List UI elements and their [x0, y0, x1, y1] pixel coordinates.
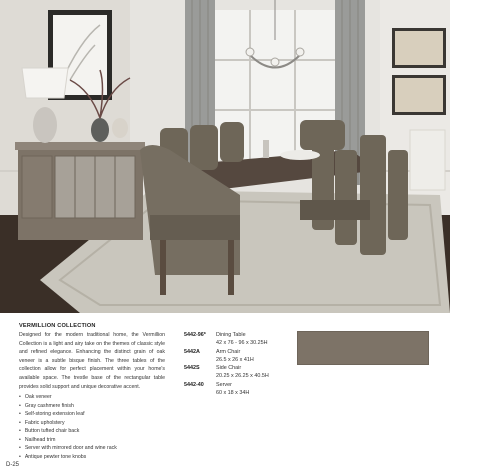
feature-item: • Antique pewter tone knobs: [19, 453, 117, 462]
spec-dimensions: 60 x 18 x 34H: [216, 390, 250, 397]
page-number: D-25: [6, 462, 20, 468]
collection-description: Designed for the modern traditional home, the Vermillion Collection is a light and airy take on the themes of classic style and refined elegance. Enhancing the distinct grain of oak veneer is a subtle bisque finish. The three tables of the collection allow for perfect placement within your home's available space. The trestle base of the rectangular table provides solid support and unique decorative accent.: [19, 332, 165, 390]
feature-item: • Fabric upholstery: [19, 419, 117, 428]
spec-row: [184, 381, 269, 398]
spec-name: Server: [216, 381, 232, 388]
spec-code: 5442S: [184, 365, 200, 372]
spec-list: [184, 331, 269, 397]
collection-title: VERMILLION COLLECTION: [19, 323, 96, 329]
finish-swatch: [297, 331, 429, 365]
spec-dimensions: 42 x 76 - 96 x 30.25H: [216, 340, 268, 347]
feature-item: • Nailhead trim: [19, 436, 117, 445]
spec-name: Side Chair: [216, 365, 242, 372]
feature-list: [19, 393, 117, 461]
feature-item: • Self-storing extension leaf: [19, 410, 117, 419]
feature-item: • Gray cashmere finish: [19, 402, 117, 411]
feature-item: • Button tufted chair back: [19, 427, 117, 436]
feature-item: • Server with mirrored door and wine rack: [19, 444, 117, 453]
spec-row: [184, 348, 269, 365]
spec-row: [184, 331, 269, 348]
spec-code: 5442-40: [184, 381, 204, 388]
spec-name: Arm Chair: [216, 348, 241, 355]
spec-name: Dining Table: [216, 332, 246, 338]
spec-dimensions: 20.25 x 26.25 x 40.5H: [216, 373, 269, 380]
spec-dimensions: 26.5 x 26 x 41H: [216, 356, 254, 363]
spec-code: 5442A: [184, 348, 200, 355]
spec-code: 5442-96*: [184, 332, 206, 338]
spec-row: [184, 364, 269, 381]
feature-item: • Oak veneer: [19, 393, 117, 402]
